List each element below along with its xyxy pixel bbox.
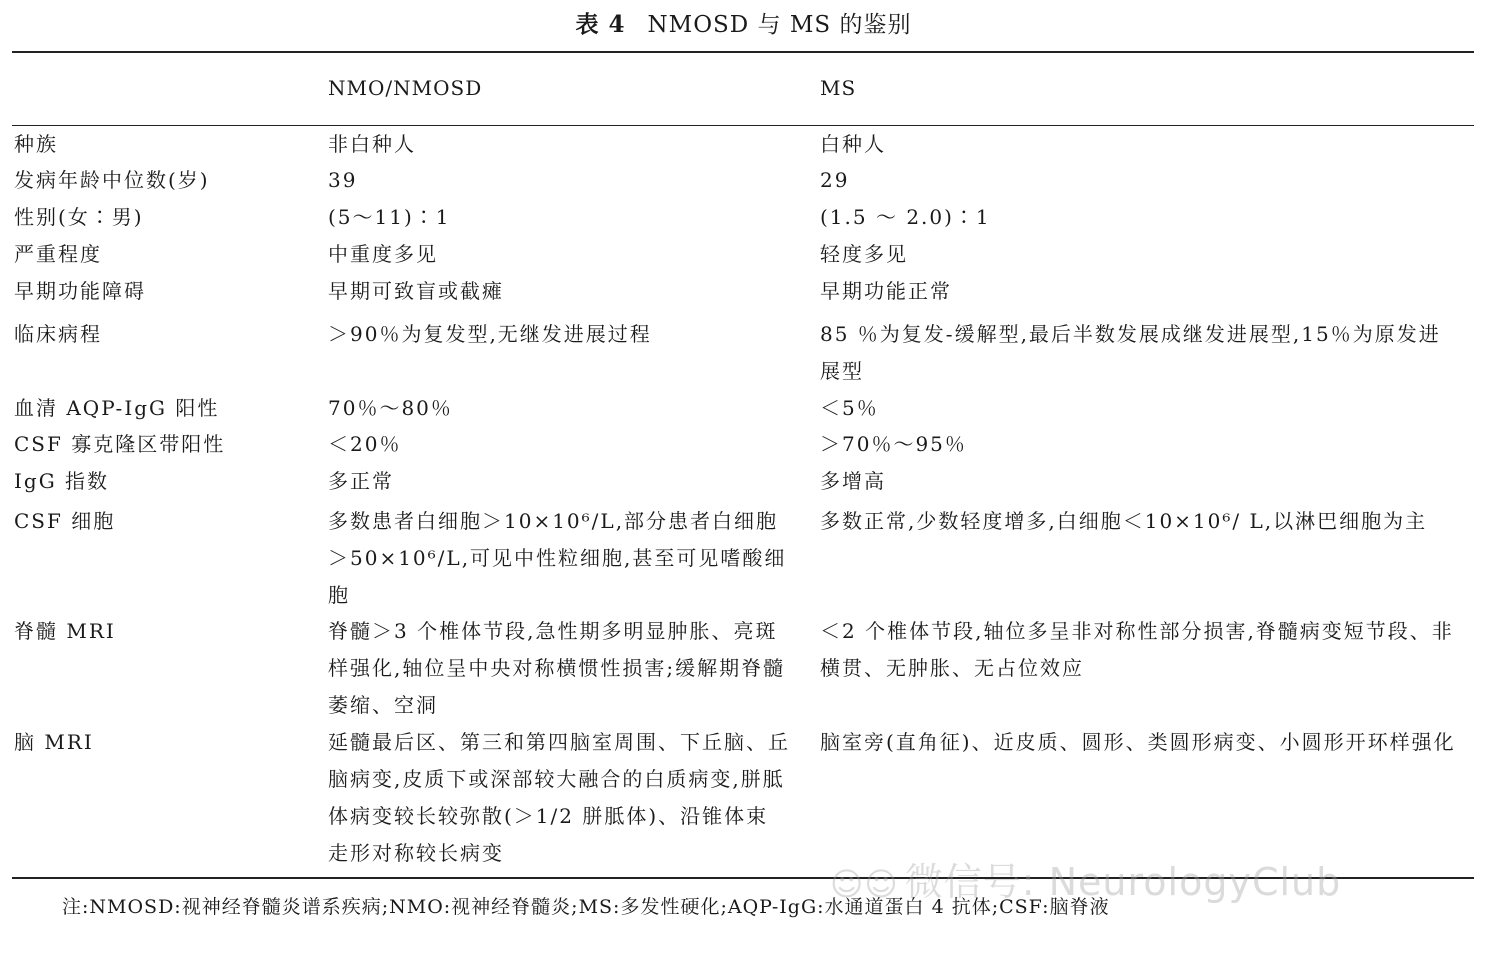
table-title-text: NMOSD 与 MS 的鉴别 (647, 12, 912, 38)
nmo-cell: 多数患者白细胞＞10×10⁶/L,部分患者白细胞＞50×10⁶/L,可见中性粒细胞,甚至可见嗜酸细胞 (328, 509, 787, 607)
ms-cell: 多数正常,少数轻度增多,白细胞＜10×10⁶/ L,以淋巴细胞为主 (820, 509, 1428, 533)
row-label: 临床病程 (14, 322, 102, 346)
ms-cell: 85 ％为复发-缓解型,最后半数发展成继发进展型,15％为原发进展型 (820, 322, 1441, 383)
watermark-text: 微信号: NeurologyClub (904, 860, 1342, 904)
nmo-cell: 中重度多见 (328, 242, 438, 266)
row-label: 严重程度 (14, 242, 102, 266)
ms-cell: (1.5 ～ 2.0)∶1 (820, 205, 991, 229)
row-label: 性别(女∶男) (14, 205, 144, 229)
row-label: 早期功能障碍 (14, 279, 146, 303)
table-number: 表 4 (575, 11, 626, 38)
row-label: 种族 (14, 132, 58, 156)
header-nmo: NMO/NMOSD (328, 76, 483, 100)
ms-cell: 29 (820, 168, 850, 192)
ms-cell: ＜5％ (820, 396, 879, 420)
header-ms: MS (820, 76, 857, 100)
row-label: 发病年龄中位数(岁) (14, 168, 210, 192)
ms-cell: 脑室旁(直角征)、近皮质、圆形、类圆形病变、小圆形开环样强化 (820, 730, 1456, 754)
row-label: 脑 MRI (14, 730, 94, 754)
top-rule (12, 51, 1474, 53)
nmo-cell: 39 (328, 168, 358, 192)
row-label: 血清 AQP-IgG 阳性 (14, 396, 220, 420)
nmo-cell: 脊髓＞3 个椎体节段,急性期多明显肿胀、亮斑样强化,轴位呈中央对称横惯性损害;缓解期脊髓萎缩、空洞 (328, 619, 786, 717)
table-title (0, 6, 1487, 39)
row-label: CSF 寡克隆区带阳性 (14, 432, 226, 456)
nmo-cell: 多正常 (328, 469, 394, 493)
row-label: 脊髓 MRI (14, 619, 116, 643)
nmo-cell: (5～11)∶1 (328, 205, 451, 229)
ms-cell: 轻度多见 (820, 242, 908, 266)
nmo-cell: 非白种人 (328, 132, 416, 156)
nmo-cell: 延髓最后区、第三和第四脑室周围、下丘脑、丘脑病变,皮质下或深部较大融合的白质病变,胼胝体病变较长较弥散(＞1/2 胼胝体)、沿锥体束走形对称较长病变 (328, 730, 790, 865)
wechat-icon: ☺☺ (830, 865, 899, 903)
row-label: CSF 细胞 (14, 509, 116, 533)
nmo-cell: 70％～80％ (328, 396, 453, 420)
ms-cell: 白种人 (820, 132, 886, 156)
ms-cell: ＜2 个椎体节段,轴位多呈非对称性部分损害,脊髓病变短节段、非横贯、无肿胀、无占位效应 (820, 619, 1454, 680)
nmo-cell: ＜20％ (328, 432, 402, 456)
nmo-cell: 早期可致盲或截瘫 (328, 279, 504, 303)
row-label: IgG 指数 (14, 469, 110, 493)
table-note: 注:NMOSD:视神经脊髓炎谱系疾病;NMO:视神经脊髓炎;MS:多发性硬化;AQP-IgG:水通道蛋白 4 抗体;CSF:脑脊液 (62, 896, 1110, 918)
ms-cell: 早期功能正常 (820, 279, 952, 303)
ms-cell: ＞70％～95％ (820, 432, 967, 456)
ms-cell: 多增高 (820, 469, 886, 493)
nmo-cell: ＞90％为复发型,无继发进展过程 (328, 322, 652, 346)
